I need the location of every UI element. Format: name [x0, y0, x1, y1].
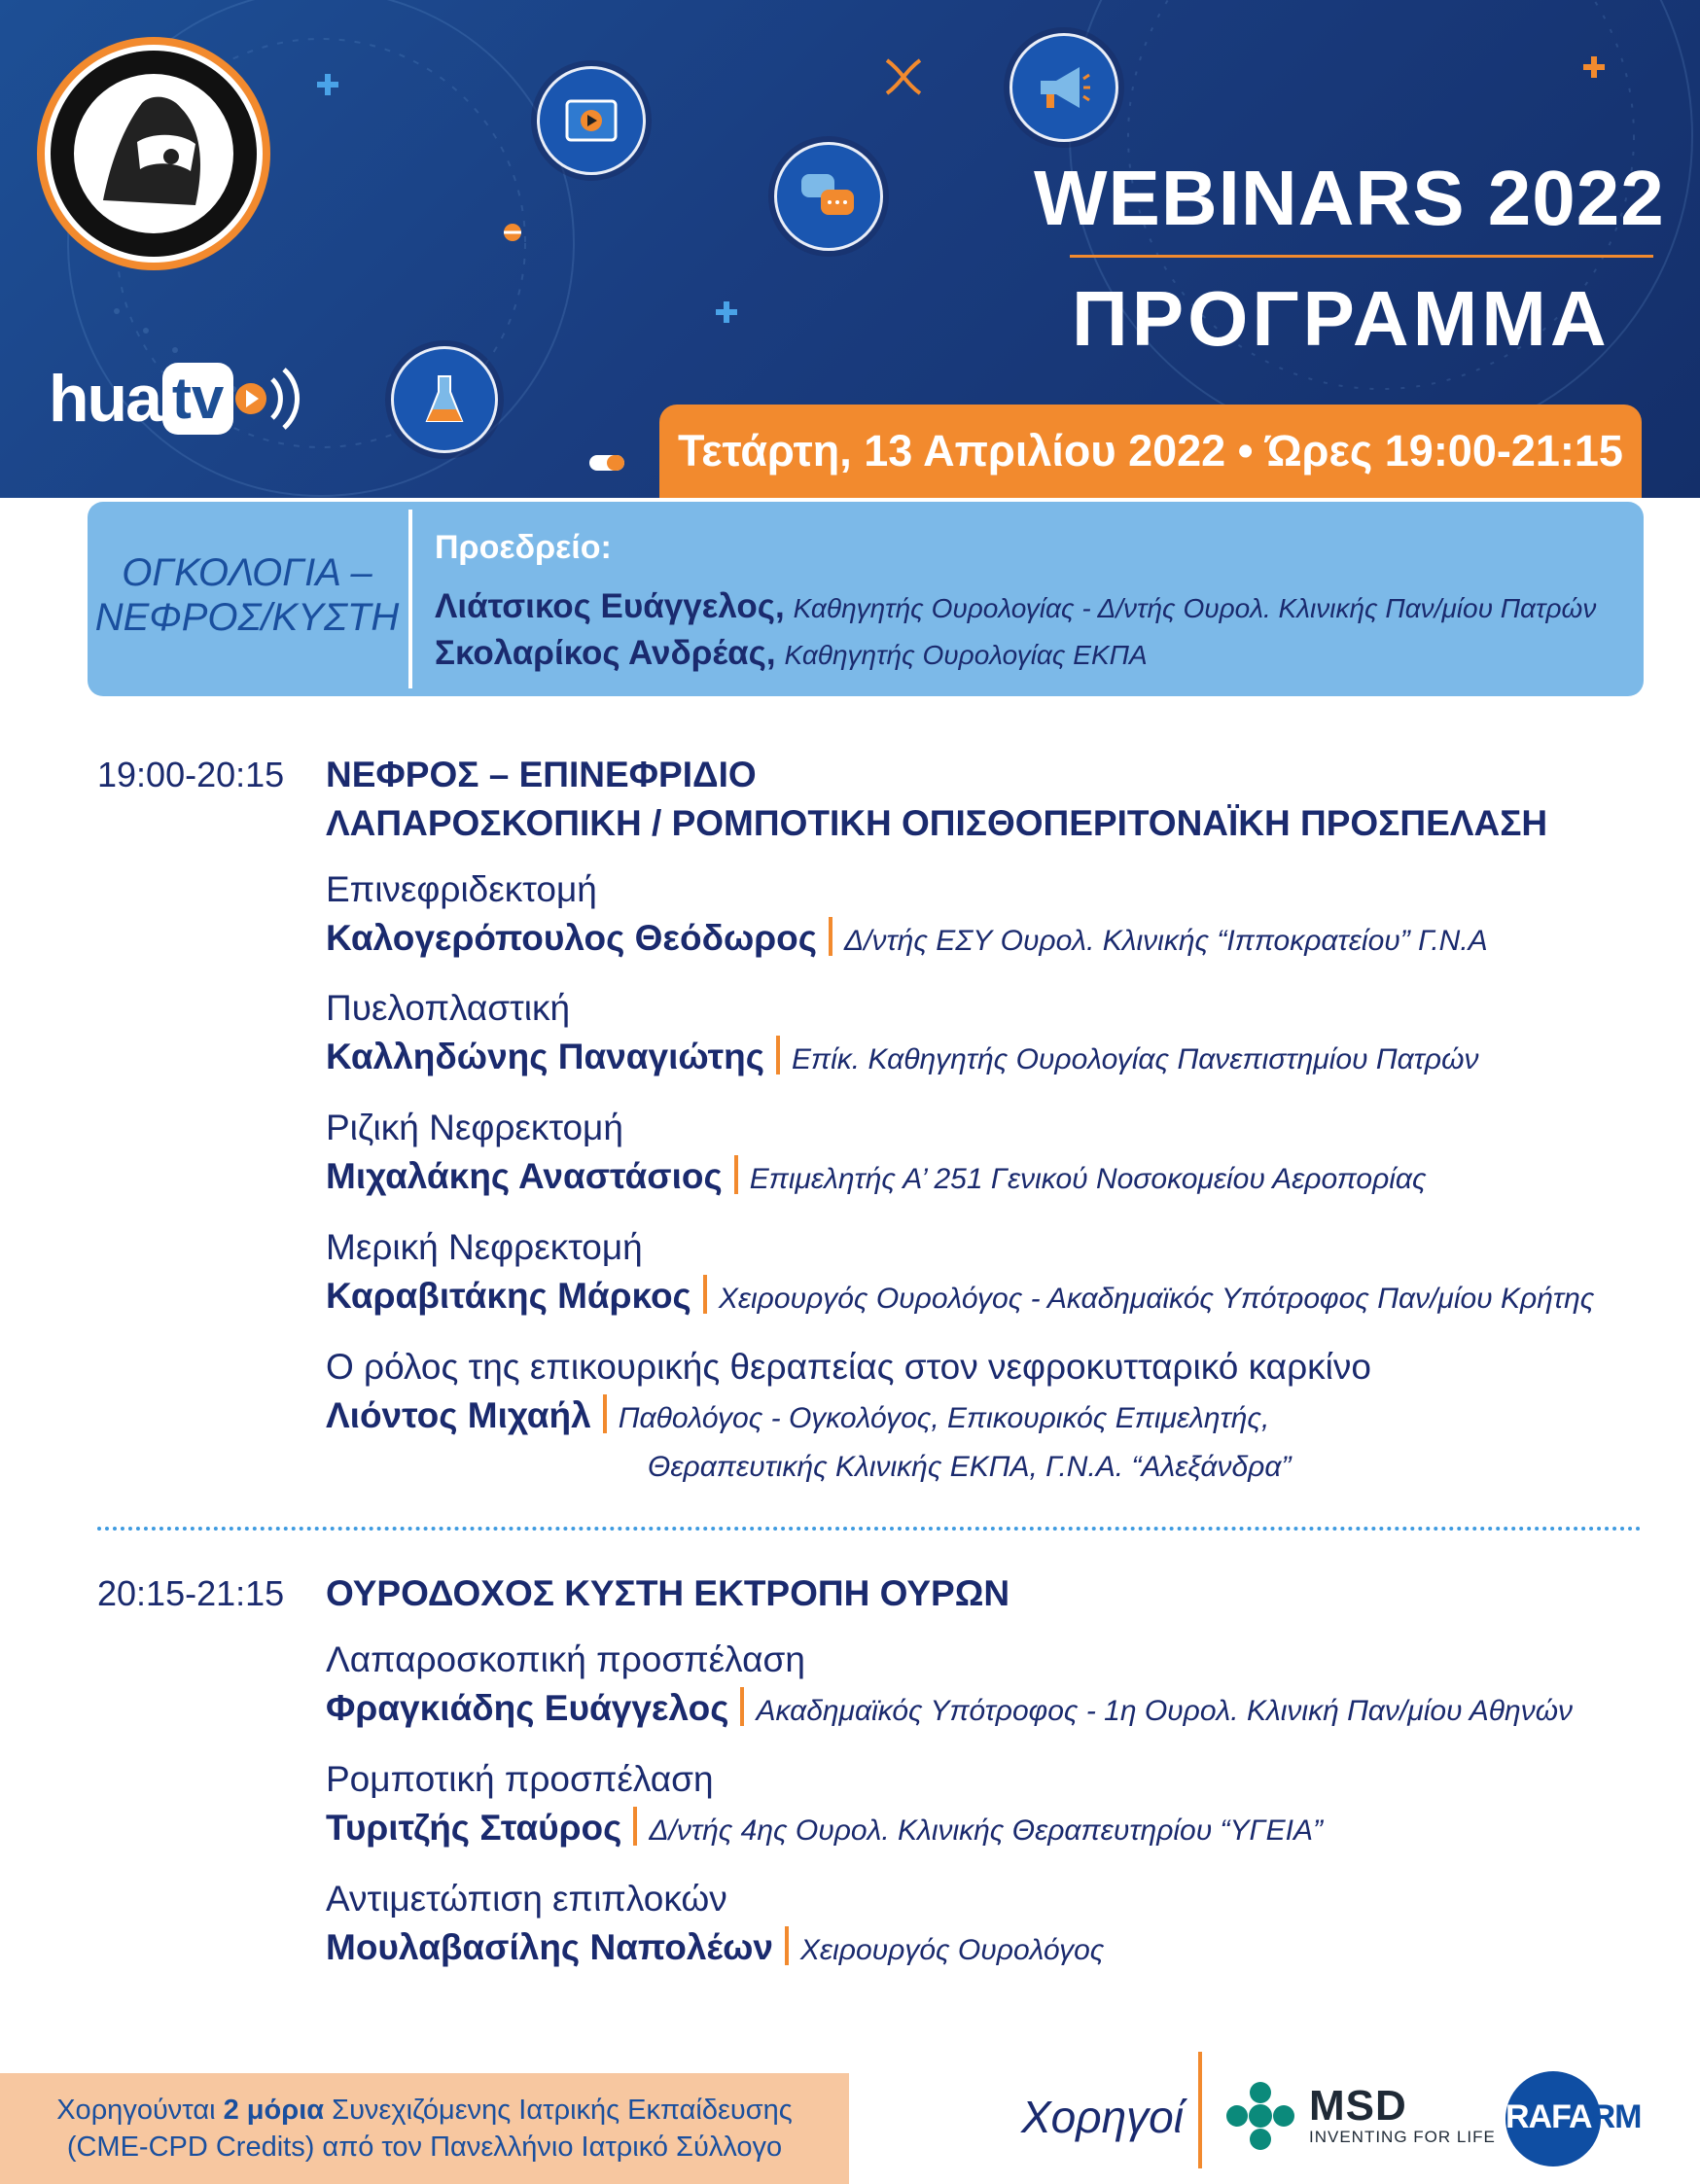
- speaker-affiliation: Χειρουργός Ουρολόγος - Ακαδημαϊκός Υπότροφος Παν/μίου Κρήτης: [718, 1283, 1595, 1315]
- msd-logo: [1225, 2081, 1496, 2151]
- brand-hua-text: hua: [49, 362, 160, 436]
- speaker-divider: [703, 1275, 707, 1314]
- play-broadcast-icon: [233, 360, 301, 438]
- talk-speaker: [326, 1687, 1573, 1729]
- speaker-name: Καλογερόπουλος Θεόδωρος: [326, 918, 817, 958]
- talk-speaker: [326, 1926, 1104, 1968]
- speaker-divider: [734, 1155, 738, 1194]
- talk-speaker: [326, 1807, 1323, 1849]
- session-topic: [88, 550, 407, 640]
- speaker-affiliation: Ακαδημαϊκός Υπότροφος - 1η Ουρολ. Κλινική Παν/μίου Αθηνών: [756, 1695, 1574, 1727]
- sponsors-label: Χορηγοί: [1021, 2092, 1184, 2142]
- brand-tv-text: tv: [162, 363, 233, 435]
- speaker-divider: [776, 1036, 780, 1074]
- speaker-name: Φραγκιάδης Ευάγγελος: [326, 1688, 729, 1728]
- speaker-affiliation-continued: Θεραπευτικής Κλινικής ΕΚΠΑ, Γ.Ν.Α. “Αλεξάνδρα”: [648, 1451, 1292, 1483]
- talk-topic: Επινεφριδεκτομή: [326, 869, 597, 909]
- speaker-divider: [785, 1926, 789, 1965]
- talk-topic: Πυελοπλαστική: [326, 988, 571, 1028]
- rafarm-text-b: RM: [1591, 2098, 1642, 2135]
- chair-member-role: Καθηγητής Ουρολογίας ΕΚΠΑ: [784, 640, 1148, 670]
- chair-member: [435, 634, 1148, 673]
- title-divider: [1070, 255, 1653, 258]
- topic-line-2: ΝΕΦΡΟΣ/ΚΥΣΤΗ: [94, 596, 400, 639]
- cme-credits-line-2: (CME-CPD Credits) από τον Πανελλήνιο Ιατρικό Σύλλογο: [66, 2131, 783, 2163]
- credits-text: Συνεχιζόμενης Ιατρικής Εκπαίδευσης: [324, 2095, 793, 2126]
- talk-topic: Ο ρόλος της επικουρικής θεραπείας στον νεφροκυτταρικό καρκίνο: [326, 1347, 1371, 1387]
- pill-icon: [502, 222, 523, 243]
- section-time: 19:00-20:15: [97, 755, 285, 794]
- plus-icon: [315, 72, 340, 97]
- event-date-banner: Τετάρτη, 13 Απριλίου 2022 • Ώρες 19:00-21:15: [659, 405, 1642, 498]
- talk-speaker: [326, 1155, 1427, 1197]
- page-title: WEBINARS 2022: [1034, 155, 1665, 241]
- talk-topic: Μερική Νεφρεκτομή: [326, 1227, 643, 1267]
- talk-speaker: [326, 1036, 1478, 1077]
- page-subtitle: ΠΡΟΓΡΑΜΜΑ: [1072, 275, 1611, 362]
- chair-panel: [88, 502, 1644, 696]
- sponsor-divider: [1198, 2052, 1202, 2168]
- rafarm-text-a: RAFA: [1505, 2098, 1592, 2135]
- speaker-name: Μουλαβασίλης Ναπολέων: [326, 1927, 773, 1967]
- speaker-name: Τυριτζής Σταύρος: [326, 1808, 622, 1848]
- talk-topic: Ρομποτική προσπέλαση: [326, 1759, 714, 1799]
- speaker-name: Μιχαλάκης Αναστάσιος: [326, 1156, 723, 1196]
- msd-mark-icon: [1225, 2081, 1295, 2151]
- speaker-affiliation: Χειρουργός Ουρολόγος: [799, 1934, 1105, 1966]
- talk-speaker: [326, 1394, 1269, 1436]
- speaker-affiliation: Παθολόγος - Ογκολόγος, Επικουρικός Επιμελητής,: [618, 1402, 1270, 1434]
- section-title: ΝΕΦΡΟΣ – ΕΠΙΝΕΦΡΙΔΙΟ: [326, 755, 757, 794]
- speaker-divider: [633, 1807, 637, 1846]
- chair-member-name: Λιάτσικος Ευάγγελος,: [435, 587, 785, 625]
- section-title: ΟΥΡΟΔΟΧΟΣ ΚΥΣΤΗ ΕΚΤΡΟΠΗ ΟΥΡΩΝ: [326, 1573, 1010, 1613]
- chair-member-name: Σκολαρίκος Ανδρέας,: [435, 634, 776, 672]
- cme-credits-box: [0, 2073, 849, 2184]
- topic-line-1: ΟΓΚΟΛΟΓΙΑ –: [122, 551, 372, 594]
- chair-member: [435, 587, 1596, 626]
- flask-icon: [391, 346, 498, 453]
- hua-tv-brand: [49, 360, 301, 438]
- speaker-affiliation: Επιμελητής Α’ 251 Γενικού Νοσοκομείου Αεροπορίας: [749, 1163, 1427, 1195]
- msd-name: MSD: [1309, 2082, 1407, 2130]
- speaker-affiliation: Επίκ. Καθηγητής Ουρολογίας Πανεπιστημίου Πατρών: [792, 1043, 1479, 1075]
- speaker-name: Λιόντος Μιχαήλ: [326, 1395, 591, 1435]
- chair-heading: Προεδρείο:: [435, 529, 612, 566]
- rafarm-name: [1505, 2098, 1641, 2136]
- speaker-divider: [603, 1394, 607, 1433]
- plus-icon: [714, 299, 739, 325]
- speaker-affiliation: Δ/ντής ΕΣΥ Ουρολ. Κλινικής “Ιπποκρατείου” Γ.Ν.Α: [844, 925, 1488, 957]
- speaker-name: Καλληδώνης Παναγιώτης: [326, 1037, 764, 1076]
- chair-member-role: Καθηγητής Ουρολογίας - Δ/ντής Ουρολ. Κλινικής Παν/μίου Πατρών: [793, 593, 1597, 623]
- msd-tagline: INVENTING FOR LIFE: [1309, 2128, 1496, 2146]
- dna-icon: [881, 54, 926, 99]
- speaker-affiliation: Δ/ντής 4ης Ουρολ. Κλινικής Θεραπευτηρίου “ΥΓΕΙΑ”: [649, 1814, 1324, 1847]
- credits-text: Χορηγούνται: [56, 2095, 224, 2126]
- cme-credits-line-1: [56, 2092, 793, 2129]
- talk-topic: Ριζική Νεφρεκτομή: [326, 1108, 623, 1147]
- speaker-name: Καραβιτάκης Μάρκος: [326, 1276, 691, 1316]
- header-banner: [0, 0, 1700, 498]
- megaphone-icon: [1009, 33, 1118, 142]
- chair-divider: [408, 510, 412, 688]
- section-subtitle: ΛΑΠΑΡΟΣΚΟΠΙΚΗ / ΡΟΜΠΟΤΙΚΗ ΟΠΙΣΘΟΠΕΡΙΤΟΝΑΪΚΗ ΠΡΟΣΠΕΛΑΣΗ: [326, 803, 1548, 843]
- plus-icon: [1581, 54, 1607, 80]
- hua-logo: [35, 35, 272, 272]
- talk-speaker: [326, 1275, 1594, 1317]
- speaker-divider: [740, 1687, 744, 1726]
- chat-icon: [774, 142, 883, 251]
- capsule-icon: [587, 453, 626, 473]
- section-separator: [97, 1527, 1642, 1531]
- talk-topic: Λαπαροσκοπική προσπέλαση: [326, 1639, 805, 1679]
- video-play-icon: [537, 66, 646, 175]
- credits-points: 2 μόρια: [223, 2095, 325, 2126]
- talk-topic: Αντιμετώπιση επιπλοκών: [326, 1879, 727, 1919]
- section-time: 20:15-21:15: [97, 1573, 285, 1613]
- talk-speaker: [326, 917, 1488, 959]
- speaker-divider: [829, 917, 832, 956]
